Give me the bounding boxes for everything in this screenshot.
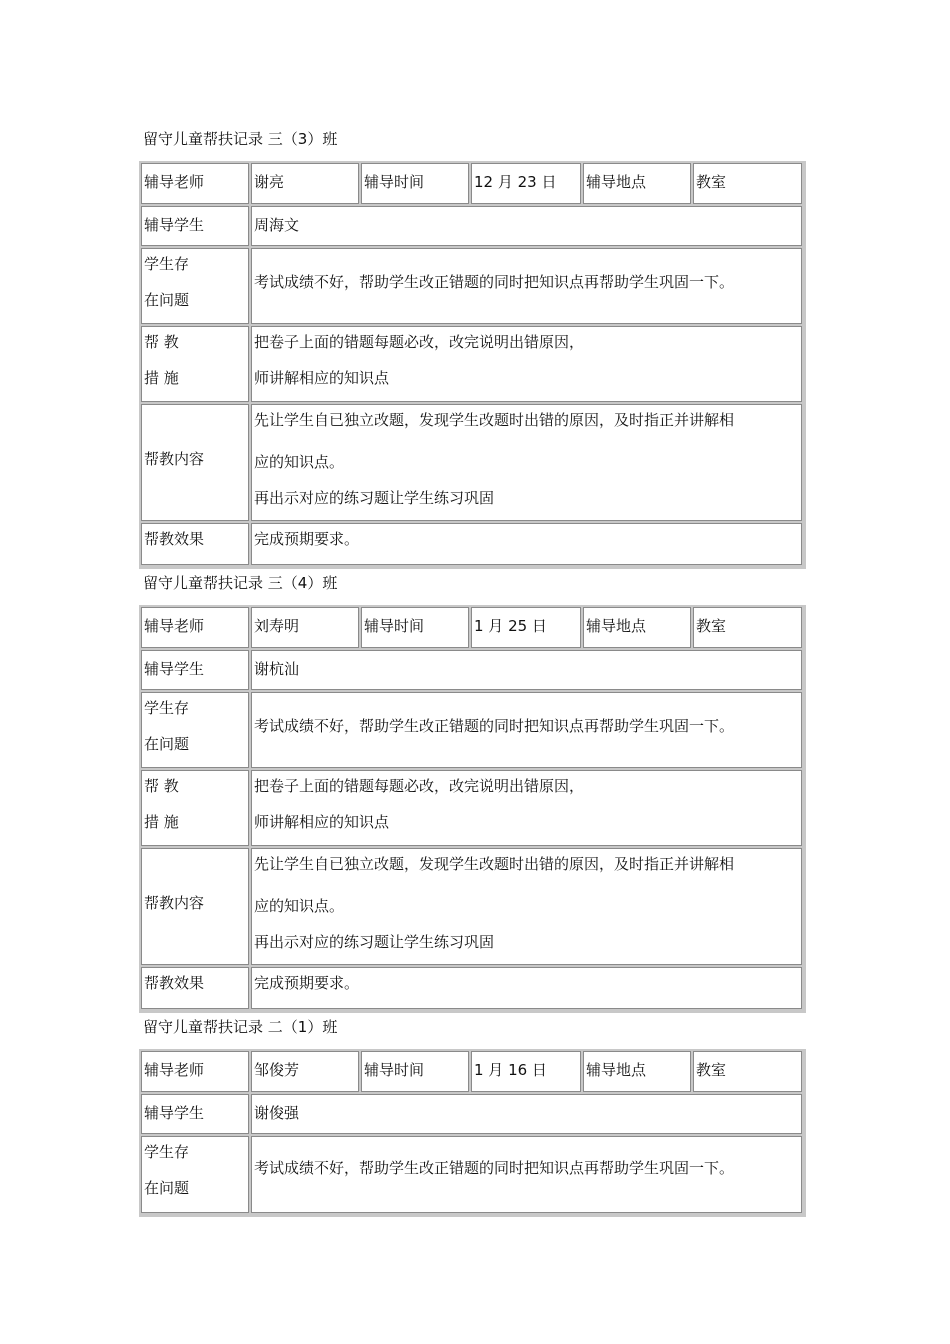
teacher-value: 邹俊芳 [254, 1061, 300, 1079]
measures-label: 帮 教 [144, 777, 179, 795]
label-cell [361, 1051, 469, 1092]
value-cell [251, 848, 802, 965]
label-cell [141, 523, 249, 565]
measures-value: 把卷子上面的错题每题必改，改完说明出错原因， [254, 333, 585, 351]
effect-value: 完成预期要求。 [254, 974, 360, 992]
time-label: 辅导时间 [364, 1061, 425, 1079]
measures-value: 把卷子上面的错题每题必改，改完说明出错原因， [254, 777, 585, 795]
value-cell [251, 1094, 802, 1134]
value-cell [251, 607, 359, 648]
label-cell [141, 650, 249, 690]
label-cell [583, 163, 691, 204]
content-value: 再出示对应的练习题让学生练习巩固 [254, 933, 495, 951]
student-value: 谢俊强 [254, 1104, 300, 1122]
content-label: 帮教内容 [144, 894, 205, 912]
student-label: 辅导学生 [144, 216, 205, 234]
value-cell [471, 607, 581, 648]
teacher-value: 谢亮 [254, 173, 285, 191]
problem-label: 在问题 [144, 1179, 190, 1197]
problem-value: 考试成绩不好，帮助学生改正错题的同时把知识点再帮助学生巩固一下。 [254, 273, 735, 291]
problem-label: 在问题 [144, 735, 190, 753]
time-value: 1 月 16 日 [474, 1061, 547, 1079]
student-value: 周海文 [254, 216, 300, 234]
record-title: 留守儿童帮扶记录 三（4）班 [143, 574, 338, 592]
record-title: 留守儿童帮扶记录 二（1）班 [143, 1018, 338, 1036]
content-value: 先让学生自已独立改题，发现学生改题时出错的原因，及时指正并讲解相 [254, 411, 735, 429]
problem-value: 考试成绩不好，帮助学生改正错题的同时把知识点再帮助学生巩固一下。 [254, 717, 735, 735]
label-cell [141, 1094, 249, 1134]
label-cell [141, 692, 249, 768]
value-cell [251, 692, 802, 768]
label-cell [141, 1051, 249, 1092]
measures-label: 措 施 [144, 369, 179, 387]
value-cell [251, 523, 802, 565]
label-cell [361, 163, 469, 204]
problem-label: 学生存 [144, 1143, 190, 1161]
label-cell [141, 163, 249, 204]
content-value: 再出示对应的练习题让学生练习巩固 [254, 489, 495, 507]
time-value: 1 月 25 日 [474, 617, 547, 635]
content-value: 应的知识点。 [254, 897, 345, 915]
place-value: 教室 [696, 173, 727, 191]
value-cell [251, 163, 359, 204]
value-cell [471, 1051, 581, 1092]
value-cell [693, 607, 802, 648]
value-cell [251, 206, 802, 246]
time-label: 辅导时间 [364, 173, 425, 191]
label-cell [141, 848, 249, 965]
record-table [139, 161, 806, 569]
time-value: 12 月 23 日 [474, 173, 557, 191]
label-cell [141, 1136, 249, 1213]
value-cell [251, 248, 802, 324]
record-table [139, 1049, 806, 1217]
teacher-value: 刘寿明 [254, 617, 300, 635]
label-cell [141, 770, 249, 846]
effect-label: 帮教效果 [144, 530, 205, 548]
time-label: 辅导时间 [364, 617, 425, 635]
content-value: 先让学生自已独立改题，发现学生改题时出错的原因，及时指正并讲解相 [254, 855, 735, 873]
place-label: 辅导地点 [586, 1061, 647, 1079]
effect-label: 帮教效果 [144, 974, 205, 992]
label-cell [141, 326, 249, 402]
place-value: 教室 [696, 617, 727, 635]
teacher-label: 辅导老师 [144, 173, 205, 191]
value-cell [251, 650, 802, 690]
value-cell [251, 326, 802, 402]
value-cell [251, 1136, 802, 1213]
problem-value: 考试成绩不好，帮助学生改正错题的同时把知识点再帮助学生巩固一下。 [254, 1159, 735, 1177]
place-value: 教室 [696, 1061, 727, 1079]
label-cell [141, 967, 249, 1009]
label-cell [141, 206, 249, 246]
label-cell [141, 607, 249, 648]
content-value: 应的知识点。 [254, 453, 345, 471]
problem-label: 学生存 [144, 255, 190, 273]
student-label: 辅导学生 [144, 1104, 205, 1122]
value-cell [693, 1051, 802, 1092]
student-value: 谢杭汕 [254, 660, 300, 678]
label-cell [141, 404, 249, 521]
content-label: 帮教内容 [144, 450, 205, 468]
student-label: 辅导学生 [144, 660, 205, 678]
value-cell [693, 163, 802, 204]
value-cell [251, 770, 802, 846]
value-cell [251, 967, 802, 1009]
teacher-label: 辅导老师 [144, 617, 205, 635]
label-cell [361, 607, 469, 648]
measures-label: 措 施 [144, 813, 179, 831]
teacher-label: 辅导老师 [144, 1061, 205, 1079]
measures-value: 师讲解相应的知识点 [254, 813, 390, 831]
label-cell [141, 248, 249, 324]
record-title: 留守儿童帮扶记录 三（3）班 [143, 130, 338, 148]
measures-value: 师讲解相应的知识点 [254, 369, 390, 387]
measures-label: 帮 教 [144, 333, 179, 351]
value-cell [471, 163, 581, 204]
value-cell [251, 1051, 359, 1092]
problem-label: 在问题 [144, 291, 190, 309]
label-cell [583, 607, 691, 648]
problem-label: 学生存 [144, 699, 190, 717]
record-table [139, 605, 806, 1013]
place-label: 辅导地点 [586, 173, 647, 191]
value-cell [251, 404, 802, 521]
label-cell [583, 1051, 691, 1092]
effect-value: 完成预期要求。 [254, 530, 360, 548]
place-label: 辅导地点 [586, 617, 647, 635]
